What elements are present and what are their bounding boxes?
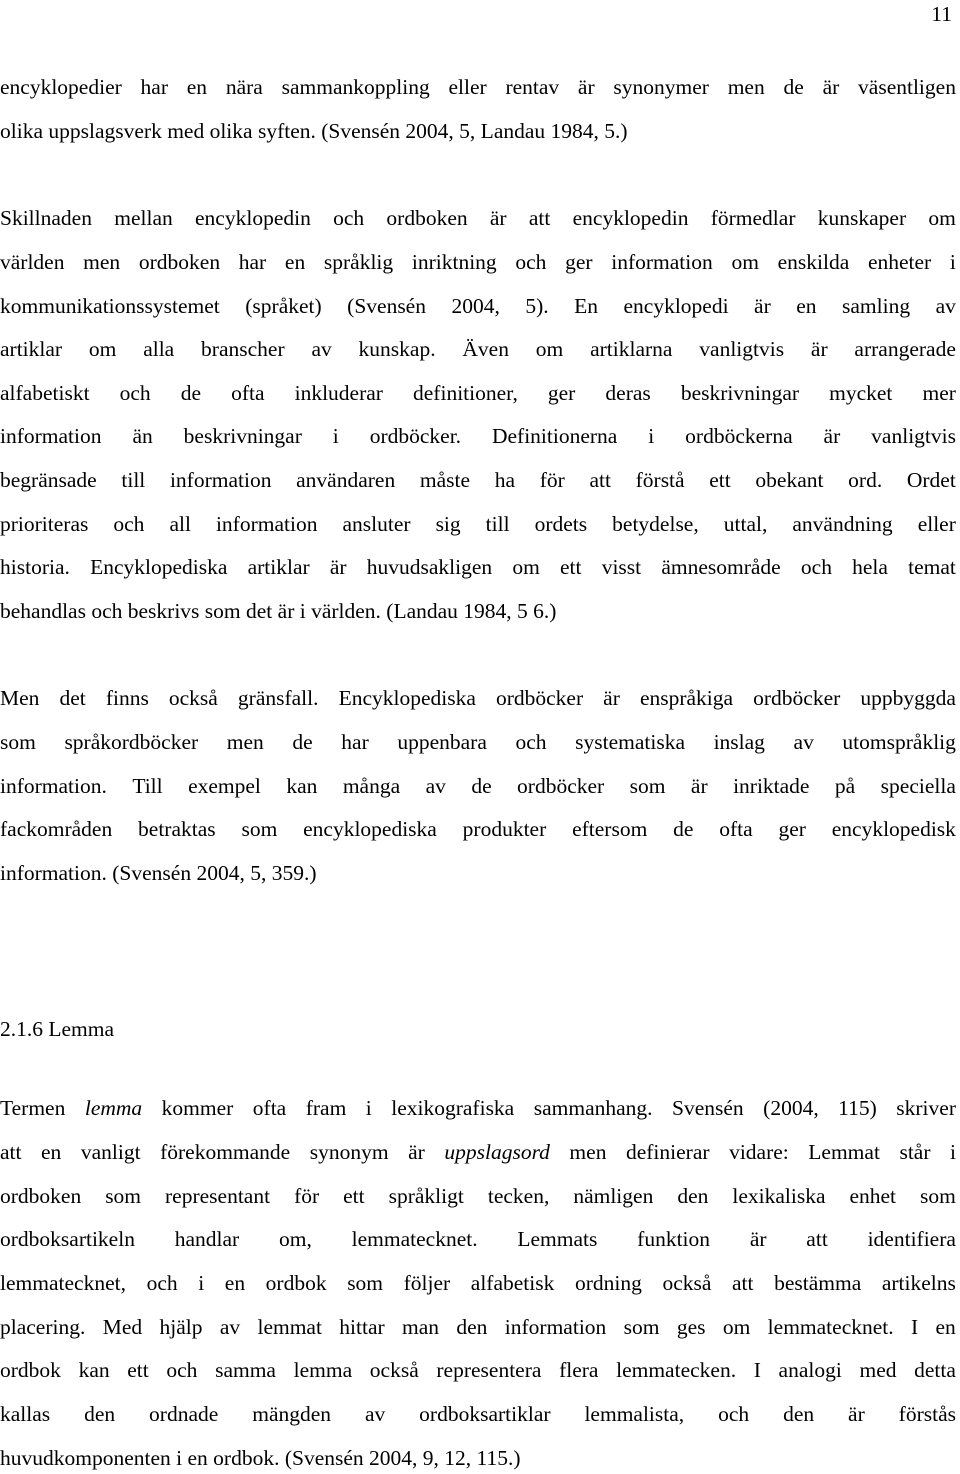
word: (språket): [245, 294, 322, 318]
word: all: [169, 512, 191, 536]
word: ordning: [574, 1271, 642, 1295]
word: användaren: [296, 468, 396, 492]
word: artiklar: [247, 555, 310, 579]
word: av: [793, 730, 814, 754]
word: ett: [343, 1184, 365, 1208]
word: vanligtvis: [871, 424, 956, 448]
text-line: [0, 1268, 956, 1298]
text-line: [0, 1355, 956, 1385]
text-line: [0, 1399, 956, 1429]
word: är: [823, 424, 841, 448]
word: ordböcker.: [369, 424, 462, 448]
word: ordböcker: [753, 686, 841, 710]
word: eller: [917, 512, 956, 536]
word: har: [140, 75, 168, 99]
word: en: [186, 75, 208, 99]
word: till: [485, 512, 510, 536]
text-fragment: men definierar vidare: Lemmat står i: [549, 1140, 957, 1164]
word: om: [928, 206, 956, 230]
word: och: [146, 1271, 178, 1295]
word: och: [515, 730, 547, 754]
word: men: [727, 75, 765, 99]
word: Ordet: [906, 468, 956, 492]
word: sig: [435, 512, 461, 536]
word: lemmat: [257, 1315, 322, 1339]
word: utomspråklig: [842, 730, 956, 754]
word: är: [822, 75, 840, 99]
word: tecken,: [487, 1184, 550, 1208]
word: information: [169, 468, 272, 492]
word: Lemmats: [517, 1227, 598, 1251]
word: ordböckerna: [685, 424, 793, 448]
text-line: [0, 291, 956, 321]
word: hjälp: [159, 1315, 203, 1339]
word: världen: [0, 250, 65, 274]
word: ha: [494, 468, 516, 492]
word: den: [783, 1402, 815, 1426]
word: samling: [842, 294, 911, 318]
word: lemmatecknet,: [0, 1271, 126, 1295]
word: huvudsakligen: [366, 555, 493, 579]
word: men: [226, 730, 264, 754]
word: som: [623, 1315, 660, 1339]
word: alfabetiskt: [0, 381, 90, 405]
word: Encyklopediska: [90, 555, 228, 579]
word: encyklopedin: [195, 206, 311, 230]
word: sammankoppling: [281, 75, 430, 99]
word: ordboksartiklar: [419, 1402, 551, 1426]
word: förmedlar: [710, 206, 796, 230]
word: väsentligen: [858, 75, 956, 99]
word: speciella: [880, 774, 956, 798]
word: av: [311, 337, 332, 361]
word: visst: [601, 555, 642, 579]
word: att: [589, 468, 611, 492]
word: beskrivningar: [183, 424, 302, 448]
word: också: [168, 686, 218, 710]
word: lemmalista,: [584, 1402, 685, 1426]
word: ord.: [848, 468, 883, 492]
word: en: [796, 294, 817, 318]
word: Till: [132, 774, 163, 798]
word: att: [806, 1227, 828, 1251]
word: encyklopedin: [572, 206, 689, 230]
word: arrangerade: [854, 337, 956, 361]
word: eller: [448, 75, 487, 99]
text-line: information. (Svensén 2004, 5, 359.): [0, 861, 317, 885]
text-fragment: kommer ofta fram i lexikografiska sammanhang. Svensén (2004, 115) skriver: [142, 1096, 956, 1120]
word: i: [198, 1271, 205, 1295]
text-line: [0, 683, 956, 713]
text-line: [0, 378, 956, 408]
word: information: [611, 250, 713, 274]
word: ämnesområde: [661, 555, 781, 579]
word: och: [333, 206, 365, 230]
word: information.: [0, 774, 107, 798]
word: prioriteras: [0, 512, 89, 536]
word: placering.: [0, 1315, 86, 1339]
word: är: [603, 686, 620, 710]
word: är: [329, 555, 347, 579]
word: de: [292, 730, 313, 754]
word: men: [83, 250, 121, 274]
word: av: [935, 294, 956, 318]
section-heading: 2.1.6 Lemma: [0, 1017, 115, 1041]
text-line: [0, 552, 956, 582]
word: är: [577, 75, 595, 99]
word: mellan: [114, 206, 173, 230]
word: encyklopedier: [0, 75, 122, 99]
text-line: [0, 1224, 956, 1254]
word: lexikaliska: [732, 1184, 826, 1208]
word: historia.: [0, 555, 70, 579]
word: mängden: [252, 1402, 332, 1426]
word: inslag: [713, 730, 765, 754]
word: nära: [225, 75, 263, 99]
word: lemmatecknet.: [351, 1227, 478, 1251]
word: identifiera: [867, 1227, 956, 1251]
word: förstås: [898, 1402, 956, 1426]
word: encyklopediska: [303, 817, 437, 841]
word: Definitionerna: [491, 424, 618, 448]
word: en: [224, 1271, 246, 1295]
word: inkluderar: [294, 381, 383, 405]
word: betraktas: [138, 817, 216, 841]
word: förstå: [635, 468, 685, 492]
word: Med: [102, 1315, 143, 1339]
word: är: [690, 774, 708, 798]
word: Även: [462, 337, 509, 361]
word: representera: [436, 1358, 542, 1382]
word: den: [84, 1402, 116, 1426]
text-line: olika uppslagsverk med olika syften. (Svensén 2004, 5, Landau 1984, 5.): [0, 119, 628, 143]
word: ordböcker: [495, 686, 584, 710]
word: kallas: [0, 1402, 51, 1426]
word: ordbok: [265, 1271, 327, 1295]
word: enspråkiga: [639, 686, 734, 710]
word: samma: [215, 1358, 276, 1382]
text-line: [0, 771, 956, 801]
word: lemmatecknet.: [767, 1315, 894, 1339]
word: ger: [547, 381, 576, 405]
word: av: [219, 1315, 241, 1339]
text-line: [0, 1137, 956, 1167]
word: de: [673, 817, 694, 841]
word: 5).: [525, 294, 549, 318]
word: vanligtvis: [699, 337, 785, 361]
word: är: [810, 337, 828, 361]
word: ordböcker: [517, 774, 605, 798]
word: bestämma: [774, 1271, 862, 1295]
word: och: [113, 512, 145, 536]
text-line: [0, 727, 956, 757]
word: enhet: [849, 1184, 897, 1208]
text-line: [0, 1181, 956, 1211]
word: ordboken: [138, 250, 221, 274]
word: som: [920, 1184, 956, 1208]
word: artikelns: [881, 1271, 956, 1295]
word: språkligt: [388, 1184, 464, 1208]
word: och: [166, 1358, 198, 1382]
word: språklig: [323, 250, 394, 274]
word: man: [402, 1315, 440, 1339]
word: och: [119, 381, 151, 405]
word: ordboksartikeln: [0, 1227, 135, 1251]
word: I: [753, 1358, 761, 1382]
word: användning: [792, 512, 893, 536]
word: av: [364, 1402, 386, 1426]
word: funktion: [637, 1227, 711, 1251]
text-line: [0, 334, 956, 364]
word: alla: [143, 337, 175, 361]
word: deras: [605, 381, 651, 405]
word: enskilda: [777, 250, 850, 274]
word: ger: [778, 817, 806, 841]
text-line: [0, 1093, 956, 1123]
text-line: [0, 509, 956, 539]
word: branscher: [201, 337, 285, 361]
word: för: [539, 468, 565, 492]
word: uppbyggda: [860, 686, 956, 710]
text-line: [0, 814, 956, 844]
text-line: [0, 203, 956, 233]
text-line: [0, 72, 956, 102]
italic-term: lemma: [84, 1096, 143, 1120]
word: ofta: [231, 381, 265, 405]
word: fackområden: [0, 817, 113, 841]
word: som: [629, 774, 666, 798]
text-line: behandlas och beskrivs som det är i världen. (Landau 1984, 5 6.): [0, 599, 557, 623]
word: gränsfall.: [237, 686, 319, 710]
word: ordboken: [386, 206, 468, 230]
word: flera: [559, 1358, 599, 1382]
word: beskrivningar: [680, 381, 800, 405]
word: än: [132, 424, 153, 448]
text-line: [0, 465, 956, 495]
word: Men: [0, 686, 40, 710]
word: av: [425, 774, 446, 798]
page-number: 11: [931, 2, 952, 26]
word: som: [241, 817, 278, 841]
word: detta: [914, 1358, 956, 1382]
word: information: [504, 1315, 607, 1339]
text-line: [0, 421, 956, 451]
word: är: [754, 294, 771, 318]
word: den: [456, 1315, 488, 1339]
word: i: [332, 424, 339, 448]
word: ett: [709, 468, 731, 492]
word: i: [648, 424, 655, 448]
word: information: [0, 424, 102, 448]
word: Skillnaden: [0, 206, 92, 230]
word: nämligen: [573, 1184, 654, 1208]
word: om: [512, 555, 540, 579]
word: uppenbara: [397, 730, 487, 754]
word: inriktning: [411, 250, 497, 274]
word: representant: [165, 1184, 271, 1208]
word: lemmatecken.: [616, 1358, 737, 1382]
word: encyklopedi: [623, 294, 729, 318]
word: kan: [286, 774, 318, 798]
text-fragment: Termen: [0, 1096, 85, 1120]
word: hela: [852, 555, 888, 579]
italic-term: uppslagsord: [444, 1140, 550, 1164]
word: den: [677, 1184, 709, 1208]
word: om: [722, 1315, 751, 1339]
word: som: [347, 1271, 384, 1295]
word: om,: [278, 1227, 312, 1251]
word: med: [859, 1358, 897, 1382]
word: för: [294, 1184, 320, 1208]
word: ordbok: [0, 1358, 61, 1382]
word: definitioner,: [413, 381, 518, 405]
word: som: [0, 730, 36, 754]
word: och: [800, 555, 832, 579]
word: också: [369, 1358, 419, 1382]
word: följer: [403, 1271, 451, 1295]
word: alfabetisk: [470, 1271, 555, 1295]
word: att: [731, 1271, 754, 1295]
word: är: [489, 206, 507, 230]
word: ordnade: [149, 1402, 219, 1426]
word: kommunikationssystemet: [0, 294, 220, 318]
word: och: [515, 250, 547, 274]
word: att: [528, 206, 551, 230]
word: om: [535, 337, 564, 361]
word: om: [88, 337, 117, 361]
word: ger: [565, 250, 593, 274]
word: en: [935, 1315, 956, 1339]
word: enheter: [867, 250, 932, 274]
text-fragment: att en vanligt förekommande synonym är: [0, 1140, 445, 1164]
word: ett: [127, 1358, 149, 1382]
word: artiklarna: [590, 337, 673, 361]
word: obekant: [755, 468, 824, 492]
word: har: [341, 730, 369, 754]
word: 2004,: [451, 294, 500, 318]
word: språkordböcker: [64, 730, 199, 754]
text-line: huvudkomponenten i en ordbok. (Svensén 2004, 9, 12, 115.): [0, 1446, 521, 1470]
word: information: [215, 512, 318, 536]
word: är: [749, 1227, 767, 1251]
word: det: [59, 686, 86, 710]
word: ges: [676, 1315, 706, 1339]
word: temat: [908, 555, 956, 579]
word: betydelse,: [612, 512, 699, 536]
word: eftersom: [572, 817, 648, 841]
word: kunskaper: [817, 206, 907, 230]
word: encyklopedisk: [831, 817, 956, 841]
word: begränsade: [0, 468, 97, 492]
text-line: [0, 1312, 956, 1342]
word: inriktade: [733, 774, 810, 798]
word: analogi: [778, 1358, 842, 1382]
word: handlar: [174, 1227, 240, 1251]
word: finns: [105, 686, 149, 710]
word: hittar: [339, 1315, 385, 1339]
word: mer: [922, 381, 956, 405]
word: I: [910, 1315, 919, 1339]
word: artiklar: [0, 337, 63, 361]
word: uttal,: [723, 512, 768, 536]
word: ordets: [534, 512, 588, 536]
word: har: [238, 250, 267, 274]
word: är: [848, 1402, 865, 1426]
word: som: [105, 1184, 142, 1208]
word: de: [783, 75, 804, 99]
word: Encyklopediska: [338, 686, 476, 710]
word: rentav: [505, 75, 560, 99]
word: mycket: [829, 381, 893, 405]
word: lemma: [293, 1358, 353, 1382]
word: måste: [419, 468, 471, 492]
word: till: [121, 468, 146, 492]
text-line: [0, 247, 956, 277]
word: om: [731, 250, 759, 274]
word: produkter: [462, 817, 547, 841]
word: kan: [78, 1358, 110, 1382]
word: de: [471, 774, 492, 798]
word: en: [284, 250, 306, 274]
word: också: [662, 1271, 712, 1295]
word: En: [574, 294, 598, 318]
word: i: [949, 250, 956, 274]
word: ett: [560, 555, 582, 579]
word: många: [342, 774, 401, 798]
word: ofta: [719, 817, 753, 841]
word: på: [834, 774, 856, 798]
word: ordboken: [0, 1184, 82, 1208]
word: exempel: [188, 774, 261, 798]
word: (Svensén: [347, 294, 426, 318]
word: ansluter: [342, 512, 411, 536]
word: och: [718, 1402, 750, 1426]
word: systematiska: [575, 730, 685, 754]
word: de: [180, 381, 202, 405]
word: kunskap.: [358, 337, 436, 361]
word: synonymer: [613, 75, 709, 99]
